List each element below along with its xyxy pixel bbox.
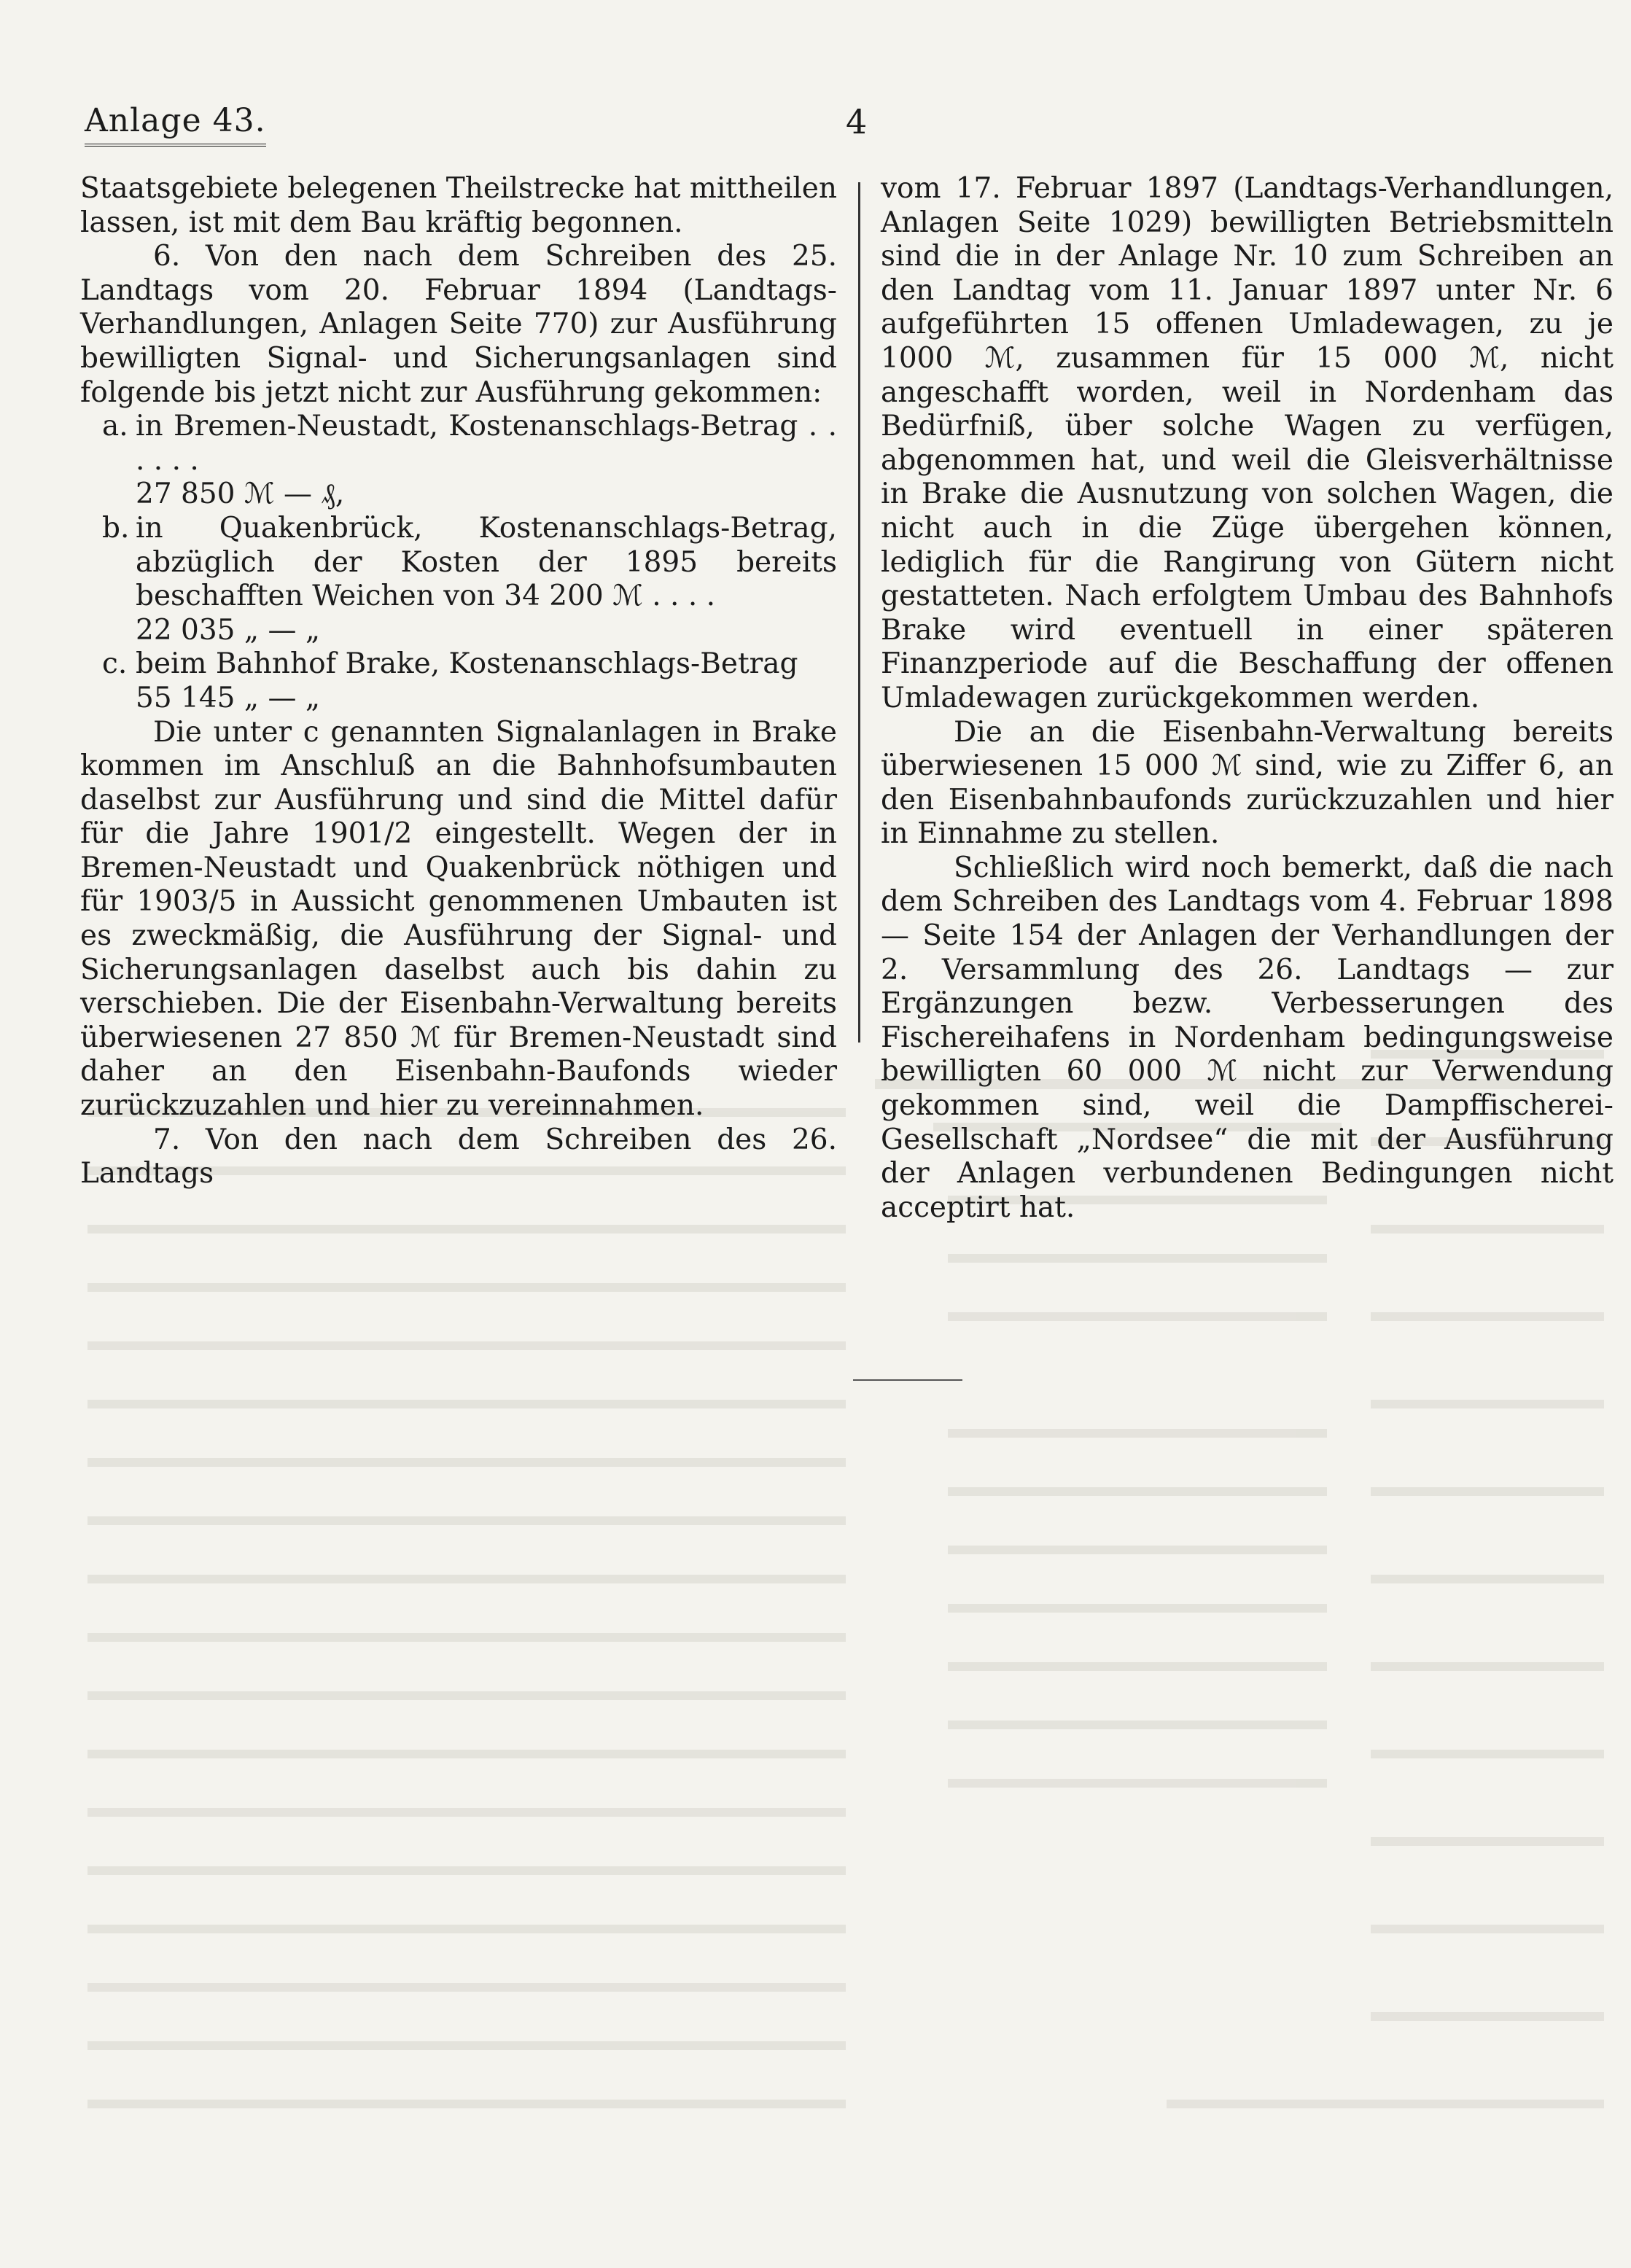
item-amount: 27 850 ℳ — ₰, xyxy=(136,478,345,511)
item-amount: 55 145 „ — „ xyxy=(136,681,321,714)
paragraph-7-start: 7. Von den nach dem Schreiben des 26. Landtags xyxy=(80,1123,837,1190)
stray-rule xyxy=(853,1379,962,1381)
item-amount: 22 035 „ — „ xyxy=(136,613,321,647)
list-item-b xyxy=(80,512,837,647)
item-marker: c. xyxy=(102,647,128,681)
item-text: in Quakenbrück, Kostenanschlags-Betrag, abzüglich der Kosten der 1895 bereits beschafften Weichen von 34 200 ℳ . . . . xyxy=(136,511,837,613)
item-marker: a. xyxy=(102,410,128,443)
left-column xyxy=(80,172,837,1191)
paragraph-6: 6. Von den nach dem Schreiben des 25. Landtags vom 20. Februar 1894 (Landtags-Verhandlungen, Anlagen Seite 770) zur Ausführung bewilligten Signal- und Sicherungsanlagen sind folgende bis jetzt nicht zur Ausführung gekommen: xyxy=(80,240,837,409)
paragraph-7-continued: vom 17. Februar 1897 (Landtags-Verhandlungen, Anlagen Seite 1029) bewilligten Betriebsmitteln sind die in der Anlage Nr. 10 zum Schreiben an den Landtag vom 11. Januar 1897 unter Nr. 6 aufgeführten 15 offenen Umladewagen, zu je 1000 ℳ, zusammen für 15 000 ℳ, nicht angeschafft worden, weil in Nordenham das Bedürfniß, über solche Wagen zu verfügen, abgenommen hat, und weil die Gleisverhältnisse in Brake die Ausnutzung von solchen Wagen, die nicht auch in die Züge übergehen können, lediglich für die Rangirung von Gütern nicht gestatteten. Nach erfolgtem Umbau des Bahnhofs Brake wird eventuell in einer späteren Finanzperiode auf die Beschaffung der offenen Umladewagen zurückgekommen werden. xyxy=(881,172,1614,714)
item-marker: b. xyxy=(102,511,130,545)
item-text: in Bremen-Neustadt, Kostenanschlags-Betrag . . . . . . xyxy=(136,410,837,477)
paragraph-6-continued: Die unter c genannten Signalanlagen in Brake kommen im Anschluß an die Bahnhofsumbauten daselbst zur Ausführung und sind die Mittel dafür für die Jahre 1901/2 eingestellt. Wegen der in Bremen-Neustadt und Quakenbrück nöthigen und für 1903/5 in Aussicht genommenen Umbauten ist es zweckmäßig, die Ausführung der Signal- und Sicherungsanlagen daselbst auch bis dahin zu verschieben. Die der Eisenbahn-Verwaltung bereits überwiesenen 27 850 ℳ für Bremen-Neustadt sind daher an den Eisenbahn-Baufonds wieder zurückzuzahlen und hier zu vereinnahmen. xyxy=(80,715,837,1123)
list-item-c xyxy=(80,647,837,715)
right-column xyxy=(881,172,1614,1225)
paragraph-9: Schließlich wird noch bemerkt, daß die nach dem Schreiben des Landtags vom 4. Februar 1898 — Seite 154 der Anlagen der Verhandlungen der 2. Versammlung des 26. Landtags — zur Ergänzungen bezw. Verbesserungen des Fischereihafens in Nordenham bedingungsweise bewilligten 60 000 ℳ nicht zur Verwendung gekommen sind, weil die Dampffischerei-Gesellschaft „Nordsee“ die mit der Ausführung der Anlagen verbundenen Bedingungen nicht acceptirt hat. xyxy=(881,851,1614,1224)
page-number: 4 xyxy=(846,102,868,141)
list-item-a xyxy=(80,410,837,512)
paragraph-8: Die an die Eisenbahn-Verwaltung bereits überwiesenen 15 000 ℳ sind, wie zu Ziffer 6, an den Eisenbahnbaufonds zurückzuzahlen und hier in Einnahme zu stellen. xyxy=(881,715,1614,851)
item-text: beim Bahnhof Brake, Kostenanschlags-Betrag xyxy=(136,647,798,681)
annex-label: Anlage 43. xyxy=(85,102,266,147)
paragraph-continuation: Staatsgebiete belegenen Theilstrecke hat mittheilen lassen, ist mit dem Bau kräftig begonnen. xyxy=(80,172,837,239)
column-divider xyxy=(858,182,860,1043)
